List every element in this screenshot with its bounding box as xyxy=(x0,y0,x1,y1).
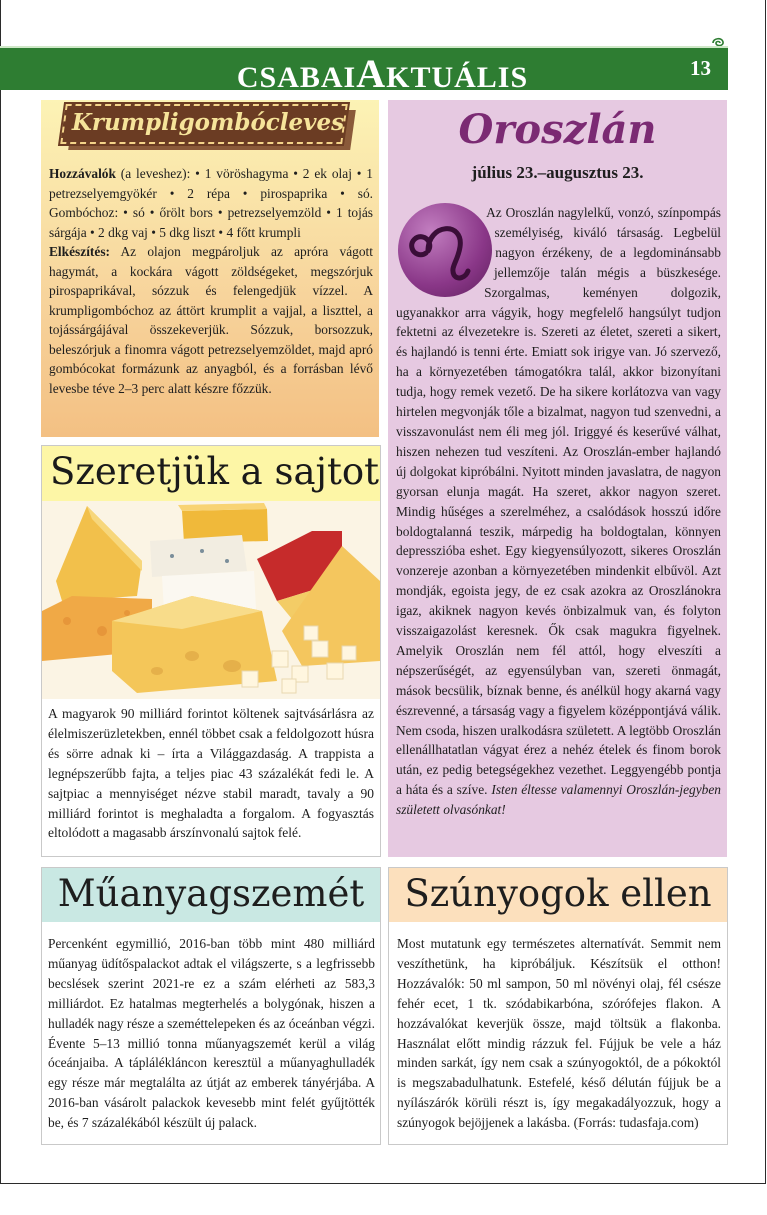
cheese-article xyxy=(41,445,381,857)
cheese-header xyxy=(42,446,380,501)
horoscope-closing: Isten éltesse valamennyi Oroszlán-jegyben született olvasónkat! xyxy=(396,782,721,818)
ingredients-label: Hozzávalók xyxy=(49,166,116,181)
plastic-text: Percenként egymillió, 2016-ban több mint 480 milliárd műanyag üdítőspalackot adtak el világszerte, s a legfrissebb becslések szerint 2021-re ez a szám elérheti az 583,3 milliárdot. Ez hatalmas megterhelés a bolygónak, hiszen a hulladék nagy része a szeméttelepeken és az óceánban végzi. Évente 5–13 millió tonna műanyagszemét kerül a világ óceánjaiba. A táplálékláncon keresztül a műanyaghulladék egy része már megtalálta az útját az emberek tányérjába. A 2016-ban vásárolt palackok kevesebb mint felét gyűjtötték be, és 7 százalékából készült új palack. xyxy=(48,936,375,1131)
plastic-header xyxy=(42,868,380,922)
plastic-article xyxy=(41,867,381,1145)
preparation-label: Elkészítés: xyxy=(49,244,110,259)
page-number: 13 xyxy=(690,56,711,80)
mosquito-text: Most mutatunk egy természetes alternatívát. Semmit nem veszíthetünk, ha kipróbáljuk. Készítsük el otthon! Hozzávalók: 50 ml sampon, 50 ml növényi olaj, fél csésze fehér ecet, 1 tk. szódabikarbóna, szórófejes flakon. A hozzávalókat keverjük össze, majd töltsük a flakonba. Használat előtt mindig rázzuk fel. Fújjuk be vele a ház minden sarkát, így nem csak a szúnyogoktól, de a pókoktól is megszabadulhatunk. Estefelé, késő délután fújjuk be a nyílászárók körüli részt is, így megakadályozzuk, hogy a szúnyogok bejöjjenek a lakásba. (Forrás: tudasfaja.com) xyxy=(397,936,721,1131)
horoscope-title: Oroszlán xyxy=(458,106,657,153)
magazine-title: CSABAIAKTUÁLIS xyxy=(236,51,529,96)
cheese-photo xyxy=(42,501,380,699)
plastic-title: Műanyagszemét xyxy=(57,872,365,915)
preparation-text: Az olajon megpároljuk az apróra vágott hagymát, a kockára vágott zöldségeket, megszórjuk pirospaprikával, sózzuk és felengedjük vízzel. A krumpligombóchoz az áttört krumplit a vajjal, a liszttel, a tojássárgájával összekeverjük. Sózzuk, borsozzuk, beleszórjuk a finomra vágott petrezselyemzöldet, majd apró gombócokat formázunk az anyagból, és a forrásban lévő levesbe téve 2–3 perc alatt készre főzzük. xyxy=(49,244,373,396)
mosquito-article xyxy=(388,867,728,1145)
recipe-banner xyxy=(63,104,353,150)
recipe-box xyxy=(41,100,379,437)
cheese-text: A magyarok 90 milliárd forintot költenek sajtvásárlásra az élelmiszerüzletekben, ennél többet csak a feldolgozott húsra és sörre adnak ki – írta a Világgazdaság. A trappista a legnépszerűbb fajta, a teljes piac 43 százalékát fedi le. A sajtpiac a mennyiséget nézve stabil maradt, tavaly a 90 milliárd forintot is meghaladta a forgalom. A fogyasztás eltolódott a magasabb árszínvonalú sajtok felé. xyxy=(48,706,374,841)
horoscope-dates: július 23.–augusztus 23. xyxy=(471,163,644,182)
recipe-text xyxy=(49,164,373,398)
horoscope-text: Az Oroszlán nagylelkű, vonzó, színpompás személyiség, kiváló társaság. Legbelül nagyon érzékeny, de a legdominánsabb jellemzője talán mégis a büszkesége. Szorgalmas, keményen dolgozik, ugyanakkor arra vágyik, hogy megfelelő hangsúlyt tudjon fektetni az élvezetekre is. Szereti az életet, szereti a sikert, és hajlandó is tenni érte. Emiatt sok irigye van. Jó szervező, ha a környezetében támogatókra talál, akkor bizonyítani tudja, hogy remek vezető. De ha sikere korlátozva van vagy hirtelen megvonják tőle a bizalmat, nagyon tud szenvedni, a visszavonulást nem éli meg jól. Iriggyé és keserűvé válhat, hiszen nehezen tud veszíteni. Az Oroszlán-ember hajlandó új dolgokat kipróbálni. Nyitott minden javaslatra, de nagyon gyorsan elunja magát. Ha szeret, akkor nagyon szeret. Mindig hűséges a szerelméhez, a csalódások hosszú időre boldogtalanná teszik, márpedig ha boldogtalan, könnyen depresszióba eshet. Egy kiegyensúlyozott, sikeres Oroszlán vonzereje azonban a környezetében mindenkit elbűvöl. Azt mondják, egoista jegy, de ez csak azokra az Oroszlánokra igaz, akiknek nagyon kevés önbizalmuk van, és folyton visszaigazolást keresnek. Ők csak magukra figyelnek. Amelyik Oroszlán nem fél attól, hogy elveszíti a népszerűségét, az egyensúlyban van, szereti önmagát, mások becsülik, bíznak benne, és anélkül hogy akarná vagy észrevenné, a társaság vagy a figyelem középpontjává válik. Nem csoda, hiszen uralkodásra született. A legtöbb Oroszlán ellenállhatatlan vágyat érez a nehéz ételek és finom borok után, ez pedig betegségekhez vezethet. Leggyengébb pontja a háta és a szíve. Isten éltesse valamennyi Oroszlán-jegyben született olvasónkat! xyxy=(396,205,721,818)
cheese-title: Szeretjük a sajtot xyxy=(50,450,380,493)
recipe-title: Krumpligombócleves xyxy=(71,109,345,136)
horoscope-box xyxy=(388,100,727,857)
ingredients-text: (a leveshez): • 1 vöröshagyma • 2 ek olaj • 1 petrezselyemgyökér • 2 répa • pirospaprika • só. Gombóchoz: • só • őrölt bors • petrezselyemzöld • 1 tojás sárgája • 2 dkg vaj • 5 dkg liszt • 4 főtt krumpli xyxy=(49,166,373,240)
mosquito-title: Szúnyogok ellen xyxy=(404,872,712,915)
mosquito-header xyxy=(389,868,727,922)
